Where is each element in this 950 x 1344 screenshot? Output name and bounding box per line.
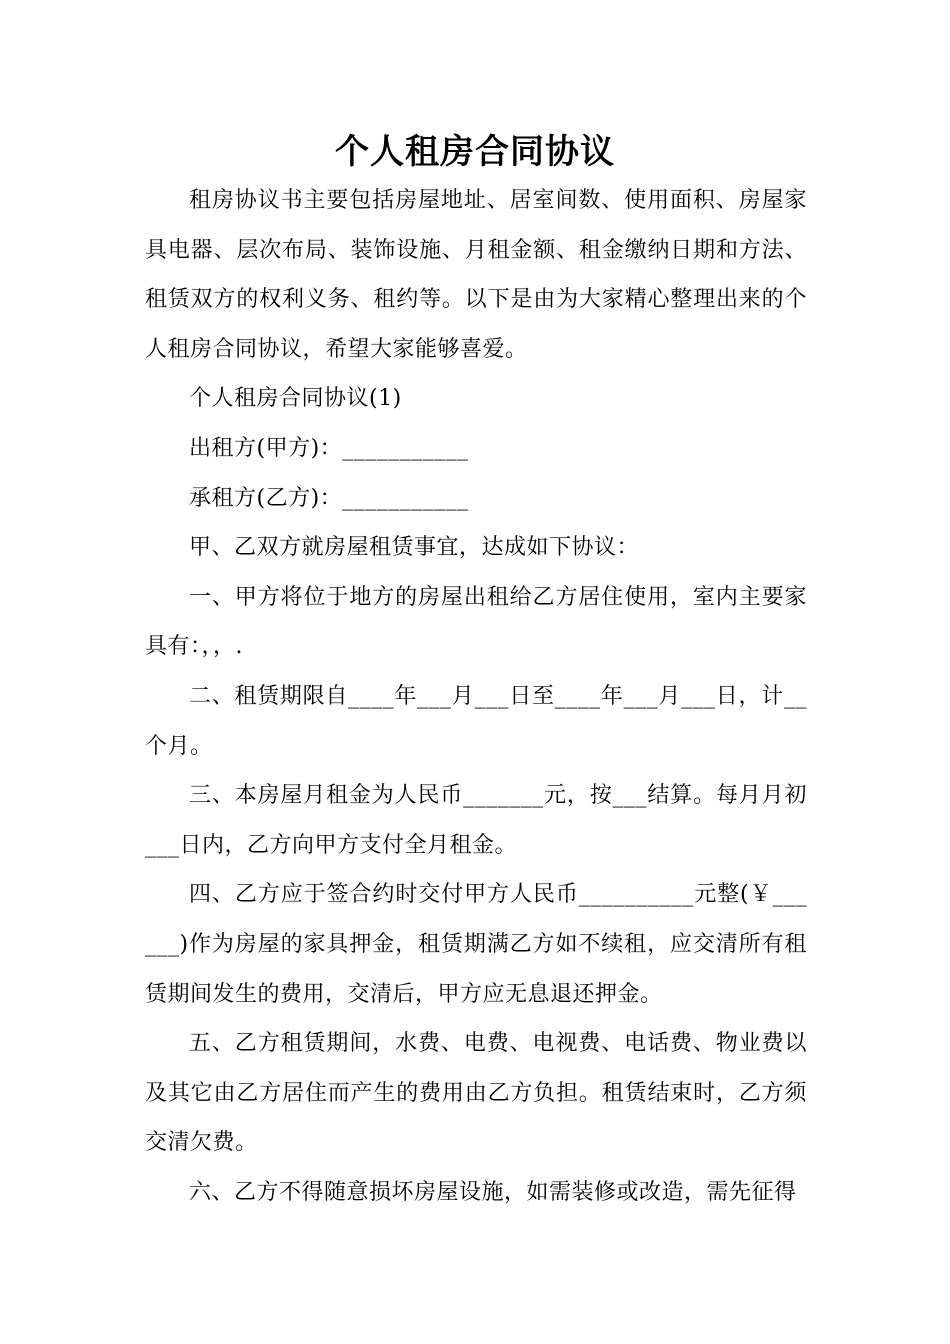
clause-1: 一、甲方将位于地方的房屋出租给乙方居住使用，室内主要家具有：，，. [145,584,807,660]
lessee-line: 承租方(乙方)：___________ [189,485,469,511]
lessor-line: 出租方(甲方)：___________ [189,435,469,461]
agreement-preamble: 甲、乙双方就房屋租赁事宜，达成如下协议： [189,535,640,561]
clause-2: 二、租赁期限自____年___月___日至____年___月___日，计__个月。 [145,683,807,759]
intro-paragraph: 租房协议书主要包括房屋地址、居室间数、使用面积、房屋家具电器、层次布局、装饰设施、月租金额、租金缴纳日期和方法、租赁双方的权利义务、租约等。以下是由为大家精心整理出来的个人租房合同协议，希望大家能够喜爱。 [145,188,807,362]
clause-4: 四、乙方应于签合约时交付甲方人民币__________元整(￥______)作为房屋的家具押金，租赁期满乙方如不续租，应交清所有租赁期间发生的费用，交清后，甲方应无息退还押金。 [145,882,807,1007]
clause-3: 三、本房屋月租金为人民币_______元，按___结算。每月月初___日内，乙方向甲方支付全月租金。 [145,783,807,858]
section-heading: 个人租房合同协议(1) [189,386,402,412]
document-body [145,176,807,1217]
clause-5: 五、乙方租赁期间，水费、电费、电视费、电话费、物业费以及其它由乙方居住而产生的费用由乙方负担。租赁结束时，乙方须交清欠费。 [145,1031,807,1156]
clause-6: 六、乙方不得随意损坏房屋设施，如需装修或改造，需先征得 [189,1179,797,1205]
document-title: 个人租房合同协议 [335,132,615,172]
